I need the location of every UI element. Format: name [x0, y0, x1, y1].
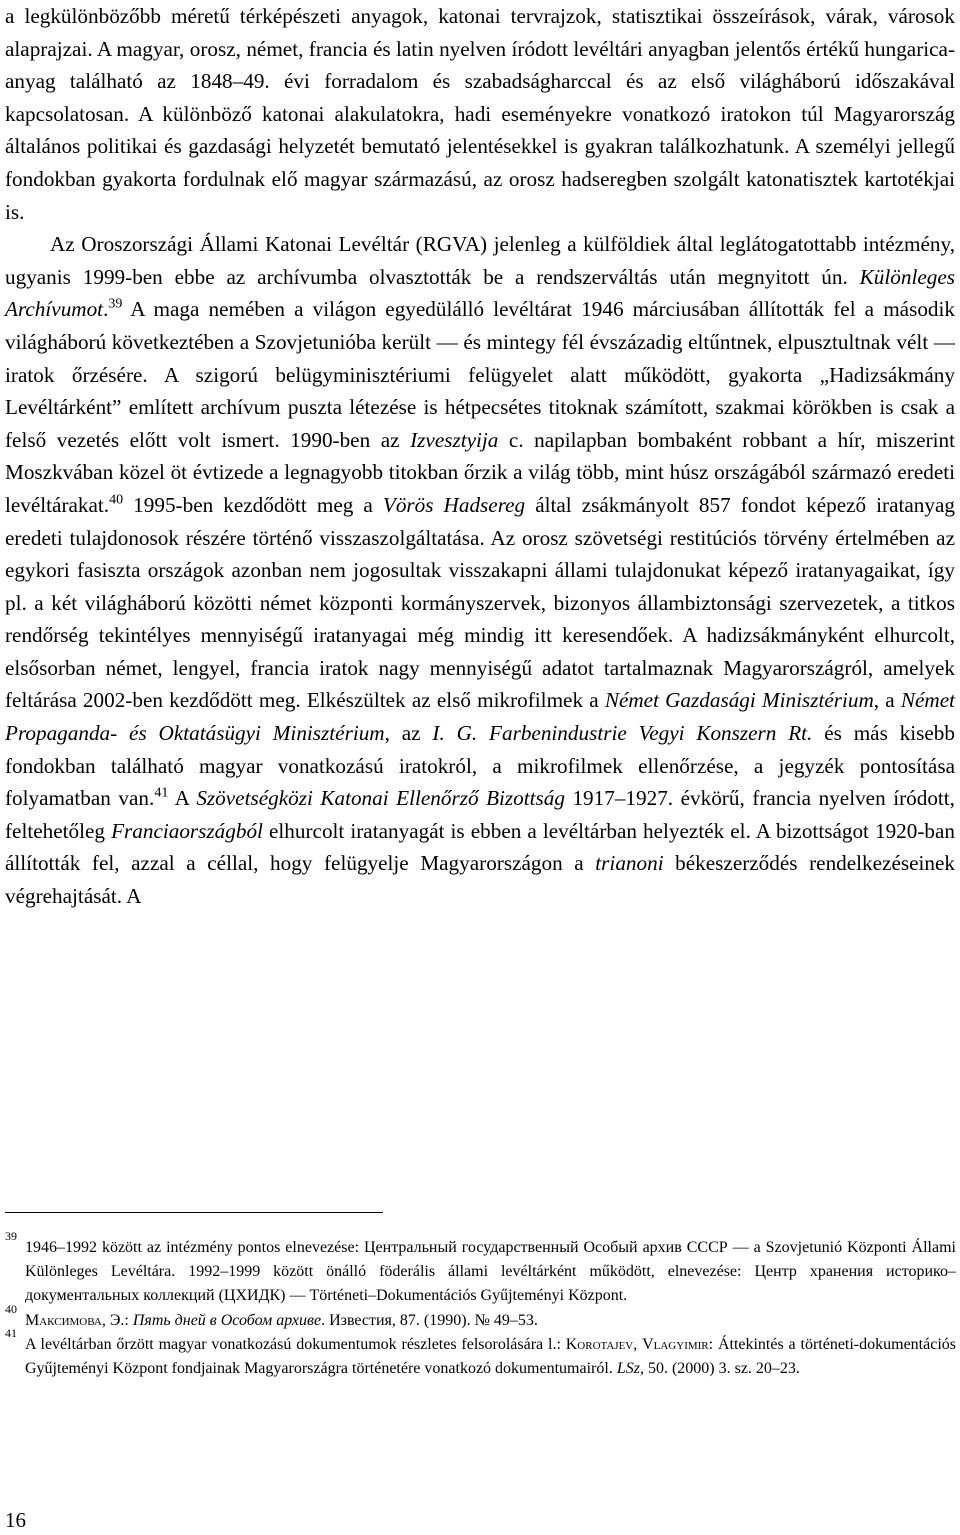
text-run: elhurcolt iratanyagát is ebben a levéltárban helyezték el. A bizottságot 1920-ban állították fel, azzal a céllal, hogy felügyelje Magyarországon a [5, 818, 956, 876]
footnote-ref[interactable]: 41 [154, 785, 169, 801]
footnote-text: , [633, 1335, 643, 1353]
italic-term: Német Propaganda- és Oktatásügyi Minisztérium [5, 688, 955, 746]
paragraph-rgva [5, 228, 955, 912]
text-run: Az Oroszországi Állami Katonai Levéltár (RGVA) jelenleg a külföldiek által leglátogatottabb intézmény, ugyanis 1999-ben ebbe az archívumba olvasztották be a rendszerváltás után megnyitott ún. [5, 232, 955, 289]
italic-term: Német Gazdasági Minisztérium [604, 688, 874, 713]
footnote-text: : Áttekintés a történeti-dokumentációs Gyűjteményi Központ fondjainak Magyarországra történetére vonatkozó dokumentumairól. [25, 1335, 957, 1378]
footnote-separator [5, 1212, 383, 1213]
footnote-number: 39 [5, 1229, 17, 1243]
document-page [5, 0, 955, 913]
italic-term: Franciaországból [111, 818, 263, 843]
text-run: békeszerződés rendelkezéseinek végrehajtását. A [5, 851, 955, 909]
italic-term: Különleges Archívumot [5, 264, 955, 322]
text-run: a legkülönbözőbb méretű térképészeti anyagok, katonai tervrajzok, statisztikai összeírások, várak, városok alaprajzai. A magyar, orosz, német, francia és latin nyelven íródott levéltári anyagban jelentős értékű hungarica-anyag található az 1848–49. évi forradalom és szabadságharccal és az első világháború időszakával kapcsolatosan. A különböző katonai alakulatokra, hadi eseményekre vonatkozó iratokon túl Magyarország általános politikai és gazdasági helyzetét bemutató jelentésekkel is gyakran találkozhatunk. A személyi jellegű fondokban gyakorta fordulnak elő magyar származású, az orosz hadseregben szolgált katonatisztek kartotékjai is. [5, 4, 955, 224]
text-run: 1995-ben kezdődött meg a [123, 492, 383, 517]
text-run: A maga nemében a világon egyedülálló levéltárat 1946 márciusában állították fel a második világháború következtében a Szovjetunióba került — és mintegy fél évszázadig eltűntnek, elpusztultnak vélt — iratok őrzésére. A szigorú belügyminisztériumi felügyelet alatt működött, gyakorta „Hadizsákmány Levéltárként” említett archívum puszta létezése is hétpecsétes titoknak számított, szakmai körökben is csak a felső vezetés előtt volt ismert. 1990-ben az [5, 297, 955, 452]
paragraph-continuation [5, 0, 955, 228]
italic-journal: LSz, [616, 1360, 644, 1378]
footnote-text: , Э.: [101, 1311, 133, 1329]
footnote-text: 1946–1992 között az intézmény pontos elnevezése: Центральный государственный Особый архив СССР — a Szovjetunió Központi Állami Különleges Levéltára. 1992–1999 között önálló föderális állami levéltárként működött, elnevezése: Центр хранения историко–документальных коллекций (ЦХИДК) — Történeti–Dokumentációs Gyűjteményi Központ. [25, 1239, 956, 1305]
italic-term: Vörös Hadsereg [382, 492, 526, 517]
author-surname: Korotajev [565, 1335, 634, 1353]
text-run: és más kisebb fondokban található magyar vonatkozású iratokról, a mikrofilmek ellenőrzése, a jegyzék pontosítása folyamatban van. [5, 721, 955, 811]
text-run: 1917–1927. évkörű, francia nyelven íródott, feltehetőleg [5, 786, 955, 843]
text-run: , a [873, 688, 901, 713]
main-text [5, 0, 955, 913]
text-run: által zsákmányolt 857 fondot képező iratanyag eredeti tulajdonosok részére történő visszaszolgáltatása. Az orosz szövetségi restitúciós törvény értelmében az egykori fasiszta országok azonban nem jogosultak visszakapni állami tulajdonukat képező iratanyagaikat, így pl. a két világháború közötti német központi kormányszervek, bizonyos állambiztonsági szervezetek, a titkos rendőrség tekintélyes mennyiségű iratanyagai még mindig itt keresendőek. A hadizsákmányként elhurcolt, elsősorban német, lengyel, francia iratok nagy mennyiségű adatot tartalmaznak Magyarországról, amelyek feltárása 2002-ben kezdődött meg. Elkészültek az első mikrofilmek a [5, 492, 955, 713]
text-run: . [103, 297, 109, 322]
page-number: 16 [5, 1508, 26, 1532]
footnote-text: . Известия, 87. (1990). № 49–53. [321, 1311, 538, 1329]
italic-title: Пять дней в Особом архиве [132, 1311, 322, 1329]
footnote-41 [5, 1325, 957, 1381]
author-given-name: Vlagyimir [642, 1335, 709, 1353]
italic-term: Izvesztyija [410, 427, 499, 452]
footnotes [5, 1229, 957, 1381]
text-run: , az [384, 721, 433, 746]
italic-term: I. G. Farbenindustrie Vegyi Konszern Rt. [432, 721, 813, 746]
footnote-40 [5, 1301, 956, 1333]
text-run: A [168, 786, 197, 811]
footnote-39 [5, 1229, 956, 1309]
italic-term: Szövetségközi Katonai Ellenőrző Bizottság [196, 786, 565, 811]
footnote-text: 50. (2000) 3. sz. 20–23. [643, 1360, 800, 1378]
italic-term: trianoni [595, 851, 664, 876]
text-run: c. napilapban bombaként robbant a hír, miszerint Moszkvában közel öt évtizede a legnagyobb titokban őrzik a világ több, mint húsz országából származó eredeti levéltárakat. [5, 427, 955, 517]
footnote-number: 40 [5, 1301, 17, 1316]
footnote-text: A levéltárban őrzött magyar vonatkozású dokumentumok részletes felsorolására l.: [25, 1335, 566, 1353]
footnote-number: 41 [5, 1325, 17, 1340]
author-name: Максимова [25, 1311, 102, 1329]
footnote-ref[interactable]: 39 [108, 296, 123, 312]
footnote-ref[interactable]: 40 [109, 492, 124, 508]
